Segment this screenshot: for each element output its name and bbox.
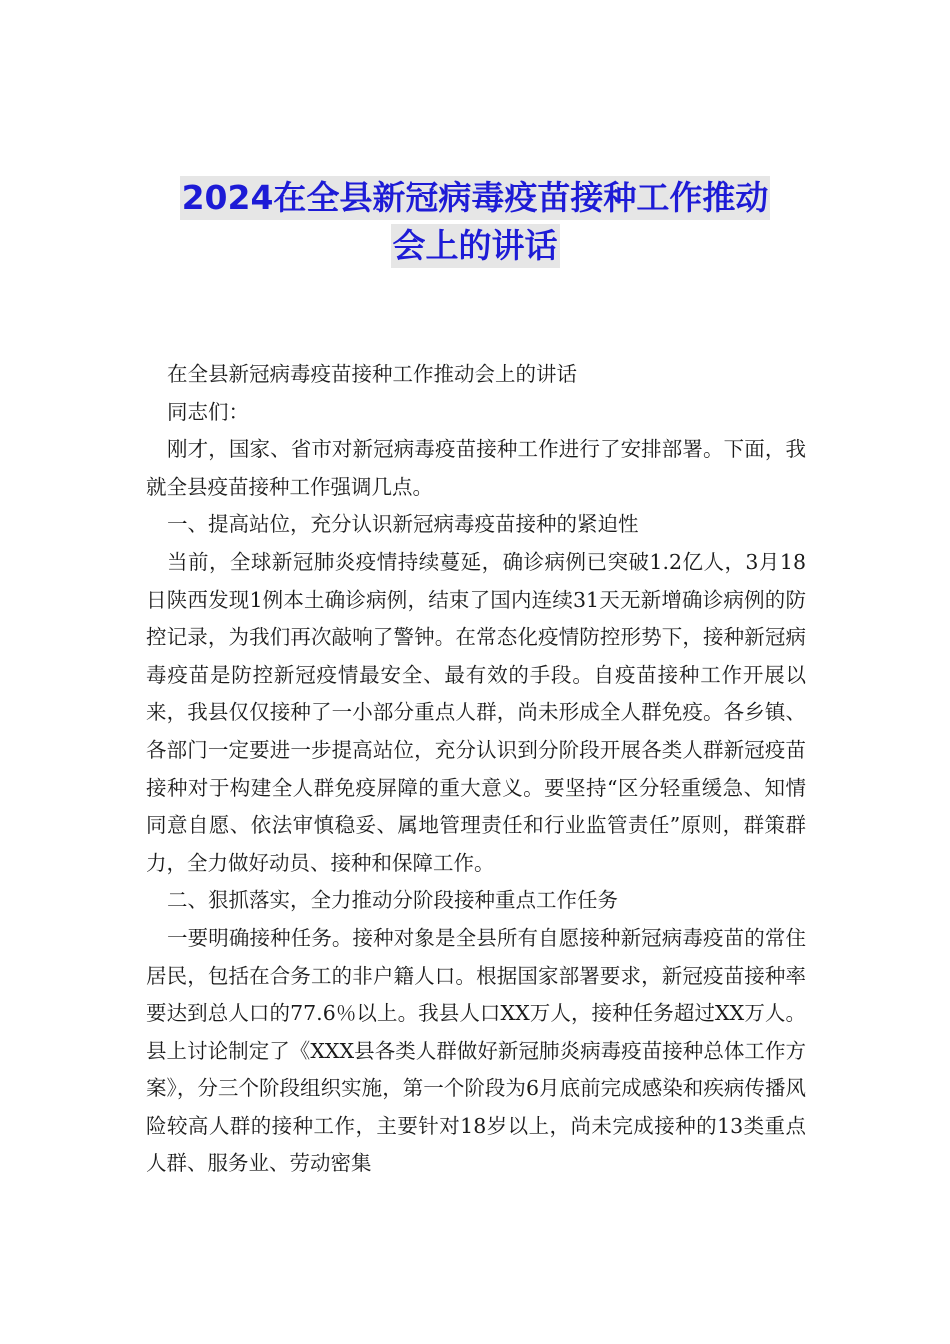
intro-paragraph: 刚才，国家、省市对新冠病毒疫苗接种工作进行了安排部署。下面，我就全县疫苗接种工作强调几点。 xyxy=(146,437,806,499)
document-body xyxy=(146,356,806,1183)
subtitle-paragraph: 在全县新冠病毒疫苗接种工作推动会上的讲话 xyxy=(167,362,577,386)
section-1-paragraph: 当前，全球新冠肺炎疫情持续蔓延，确诊病例已突破1.2亿人，3月18日陕西发现1例本土确诊病例，结束了国内连续31天无新增确诊病例的防控记录，为我们再次敲响了警钟。在常态化疫情防控形势下，接种新冠病毒疫苗是防控新冠疫情最安全、最有效的手段。自疫苗接种工作开展以来，我县仅仅接种了一小部分重点人群，尚未形成全人群免疫。各乡镇、各部门一定要进一步提高站位，充分认识到分阶段开展各类人群新冠疫苗接种对于构建全人群免疫屏障的重大意义。要坚持“区分轻重缓急、知情同意自愿、依法审慎稳妥、属地管理责任和行业监管责任”原则，群策群力，全力做好动员、接种和保障工作。 xyxy=(146,549,806,875)
document-title xyxy=(0,176,950,272)
section-heading-2: 二、狠抓落实，全力推动分阶段接种重点工作任务 xyxy=(167,888,618,913)
title-line-1: 2024在全县新冠病毒疫苗接种工作推动 xyxy=(180,176,771,220)
section-heading-1: 一、提高站位，充分认识新冠病毒疫苗接种的紧迫性 xyxy=(167,512,639,537)
title-line-2: 会上的讲话 xyxy=(391,224,560,268)
section-2-paragraph: 一要明确接种任务。接种对象是全县所有自愿接种新冠病毒疫苗的常住居民，包括在合务工的非户籍人口。根据国家部署要求，新冠疫苗接种率要达到总人口的77.6％以上。我县人口XX万人，接种任务超过XX万人。县上讨论制定了《XXX县各类人群做好新冠肺炎病毒疫苗接种总体工作方案》，分三个阶段组织实施，第一个阶段为6月底前完成感染和疾病传播风险较高人群的接种工作，主要针对18岁以上，尚未完成接种的13类重点人群、服务业、劳动密集 xyxy=(146,925,806,1176)
salutation: 同志们： xyxy=(167,399,249,424)
